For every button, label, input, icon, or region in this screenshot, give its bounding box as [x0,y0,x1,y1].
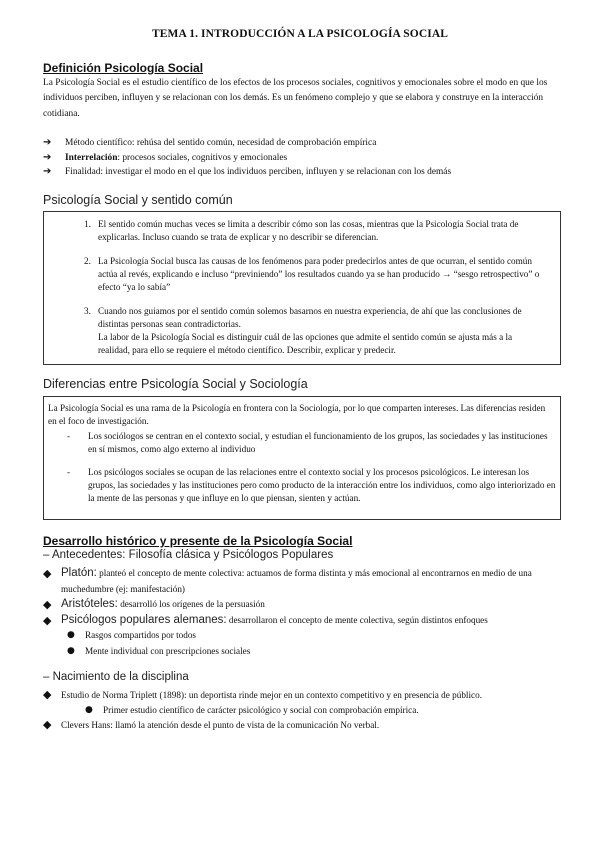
list-item: 3. Cuando nos guiamos por el sentido común solemos basarnos en nuestra experiencia, de ahí que las conclusiones de distintas personas sean contradictorias. La labor de la Psicología Social es distinguir cuál de las opciones que admite el sentido común se ajusta más a la realidad, para ello se requiere el método científico. Describir, explicar y predecir. [84,306,522,355]
diamond-bullet-icon: ◆ [43,717,52,731]
dot-bullet-icon: ● [85,704,93,715]
dot-bullet-icon: ● [67,645,75,656]
antecedentes-heading: – Antecedentes: Filosofía clásica y Psicólogos Populares [43,549,334,561]
list-item: ◆ Clevers Hans: llamó la atención desde el punto de vista de la comunicación No verbal. [43,717,380,731]
list-item: 1. El sentido común muchas veces se limita a describir cómo son las cosas, mientras que la Psicología Social trata de explicarlas. Incluso cuando se trata de explicar y no describir se diferencian. [84,219,519,242]
list-item: - Los sociólogos se centran en el contexto social, y estudian el funcionamiento de los grupos, las sociedades y las instituciones en sí mismos, como algo externo al individuo [67,431,548,454]
definicion-heading: Definición Psicología Social [43,61,204,75]
sentido-comun-list [58,218,546,357]
arrow-icon: ➔ [43,151,52,163]
list-item: ➔ Interrelación: procesos sociales, cognitivos y emocionales [43,151,568,166]
diferencias-list [48,430,556,505]
diamond-bullet-icon: ◆ [43,567,52,580]
list-item: ◆ Aristóteles: desarrolló los orígenes de la persuasión [43,598,265,612]
list-item: ◆ Platón: planteó el concepto de mente colectiva: actuamos de forma distinta y más emocional al encontrarnos en medio de una muchedumbre (ej: manifestación) [43,567,532,594]
definicion-paragraph: La Psicología Social es el estudio científico de los efectos de los procesos sociales, cognitivos y emocionales sobre el modo en que los individuos perciben, influyen y se relacionan con los demás. Es un fenómeno complejo y que se elabora y construye en la interacción cotidiana. [43,78,548,119]
page-title: TEMA 1. INTRODUCCIÓN A LA PSICOLOGÍA SOCIAL [151,28,448,40]
list-item: 2. La Psicología Social busca las causas de los fenómenos para poder predecirlos antes de que ocurran, el sentido común actúa al revés, explicando e incluso “previniendo” los resultados cuando ya se han producido → “sesgo retrospectivo” o efecto “ya lo sabía” [84,256,540,292]
diferencias-box [43,396,561,520]
definicion-bullets [43,136,568,180]
arrow-icon: ➔ [43,137,52,148]
list-item: ◆ Psicólogos populares alemanes: desarrollaron el concepto de mente colectiva, según distintos enfoques ● Rasgos compartidos por todos ● Mente individual con prescripciones sociales [43,613,568,660]
sub-list-item: ● Primer estudio científico de carácter psicológico y social con comprobación empírica. [61,703,568,718]
diamond-bullet-icon: ◆ [43,598,52,612]
diamond-bullet-icon: ◆ [43,688,52,701]
nacimiento-list [43,688,568,732]
list-item: ◆ Estudio de Norma Triplett (1898): un deportista rinde mejor en un contexto competitivo y en presencia de público. ● Primer estudio científico de carácter psicológico y social con comprobación empírica. [43,688,568,718]
list-item: - Los psicólogos sociales se ocupan de las relaciones entre el contexto social y los procesos psicológicos. Le interesan los grupos, las sociedades y las instituciones pero como producto de la interacción entre los individuos, como algo interiorizado en la mente de las personas y que influye en lo que piensan, sienten y actúan. [67,467,556,503]
dot-bullet-icon: ● [67,630,75,641]
antecedentes-list [43,566,568,660]
sentido-comun-box [43,211,561,365]
diferencias-intro: La Psicología Social es una rama de la Psicología en frontera con la Sociología, por lo que comparten intereses. Las diferencias residen en el foco de investigación. [48,403,546,426]
desarrollo-heading: Desarrollo histórico y presente de la Psicología Social [43,534,353,548]
diferencias-heading: Diferencias entre Psicología Social y Sociología [43,377,308,391]
sub-list-item: ● Rasgos compartidos por todos [61,628,568,644]
arrow-icon: ➔ [43,166,52,177]
psicologos-sublist [61,628,568,659]
triplett-sublist [61,703,568,718]
diamond-bullet-icon: ◆ [43,613,52,627]
sentido-comun-heading: Psicología Social y sentido común [43,193,233,207]
sub-list-item: ● Mente individual con prescripciones sociales [61,644,568,660]
nacimiento-heading: – Nacimiento de la disciplina [43,671,189,683]
list-item: ➔ Finalidad: investigar el modo en el que los individuos perciben, influyen y se relacionan con los demás [43,165,568,180]
list-item: ➔ Método científico: rehúsa del sentido común, necesidad de comprobación empírica [43,136,568,151]
